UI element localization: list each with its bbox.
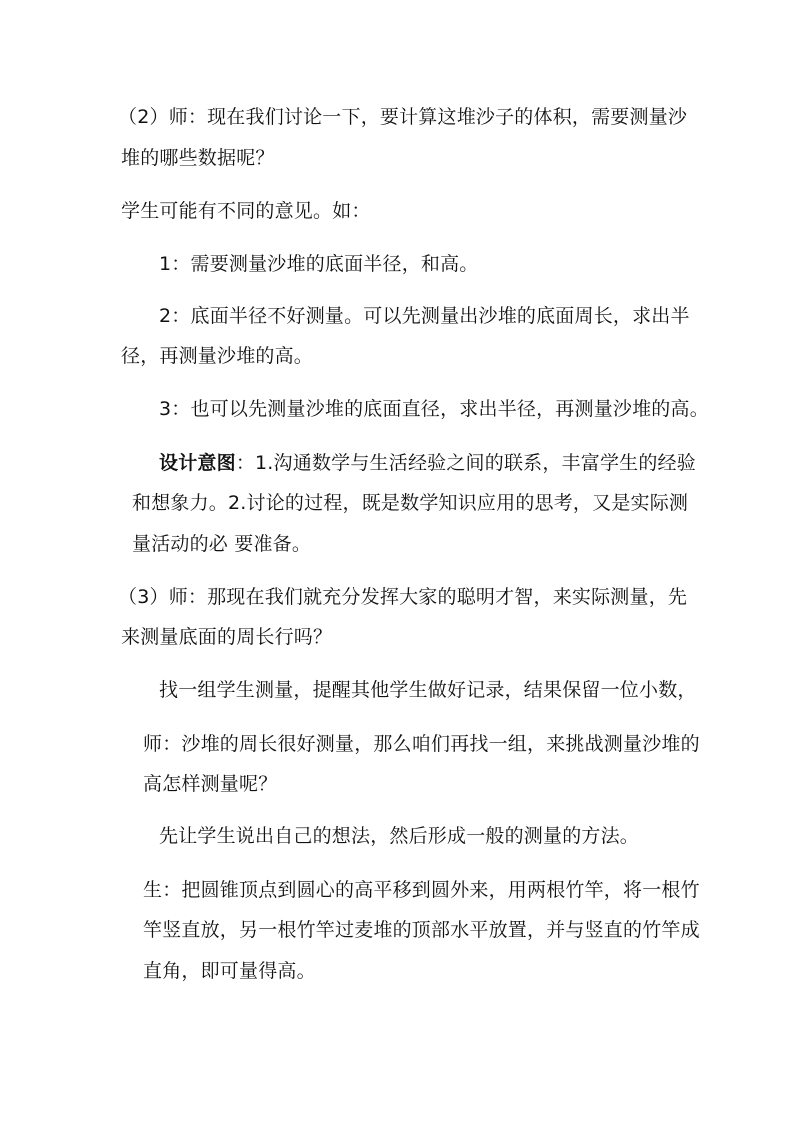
paragraph-3-line-2: 来测量底面的周长行吗？ (121, 626, 333, 648)
design-intent-line-2: 和想象力。2.讨论的过程，既是数学知识应用的思考，又是实际测 (132, 492, 689, 514)
paragraph-2-line-1: （2）师：现在我们讨论一下，要计算这堆沙子的体积，需要测量沙 (118, 106, 688, 128)
design-intent-line-1 (159, 450, 696, 476)
option-2-line-2: 径，再测量沙堆的高。 (121, 345, 314, 367)
paragraph-3-line-1: （3）师：那现在我们就充分发挥大家的聪明才智，来实际测量，先 (118, 586, 688, 608)
option-3: 3：也可以先测量沙堆的底面直径，求出半径，再测量沙堆的高。 (159, 398, 709, 420)
student-answer-line-2: 竿竖直放，另一根竹竿过麦堆的顶部水平放置，并与竖直的竹竿成 (143, 919, 700, 941)
design-intent-line-3: 量活动的必 要准备。 (132, 533, 312, 555)
student-answer-line-3: 直角，即可量得高。 (143, 960, 316, 982)
option-1: 1：需要测量沙堆的底面半径，和高。 (159, 253, 479, 275)
group-measure-instruction: 找一组学生测量，提醒其他学生做好记录，结果保留一位小数， (159, 679, 697, 701)
option-2-line-1: 2：底面半径不好测量。可以先测量出沙堆的底面周长，求出半 (159, 305, 690, 327)
teacher-question-line-2: 高怎样测量呢？ (143, 773, 278, 795)
design-intent-label: 设计意图 (159, 452, 236, 474)
student-answer-line-1: 生：把圆锥顶点到圆心的高平移到圆外来，用两根竹竿，将一根竹 (143, 879, 700, 901)
design-intent-text-1: ：1.沟通数学与生活经验之间的联系，丰富学生的经验 (235, 452, 696, 474)
students-idea: 先让学生说出自己的想法，然后形成一般的测量的方法。 (159, 825, 640, 847)
paragraph-2-line-2: 堆的哪些数据呢？ (121, 147, 275, 169)
students-opinions-intro: 学生可能有不同的意见。如： (121, 200, 371, 222)
teacher-question-line-1: 师：沙堆的周长很好测量，那么咱们再找一组，来挑战测量沙堆的 (143, 733, 700, 755)
